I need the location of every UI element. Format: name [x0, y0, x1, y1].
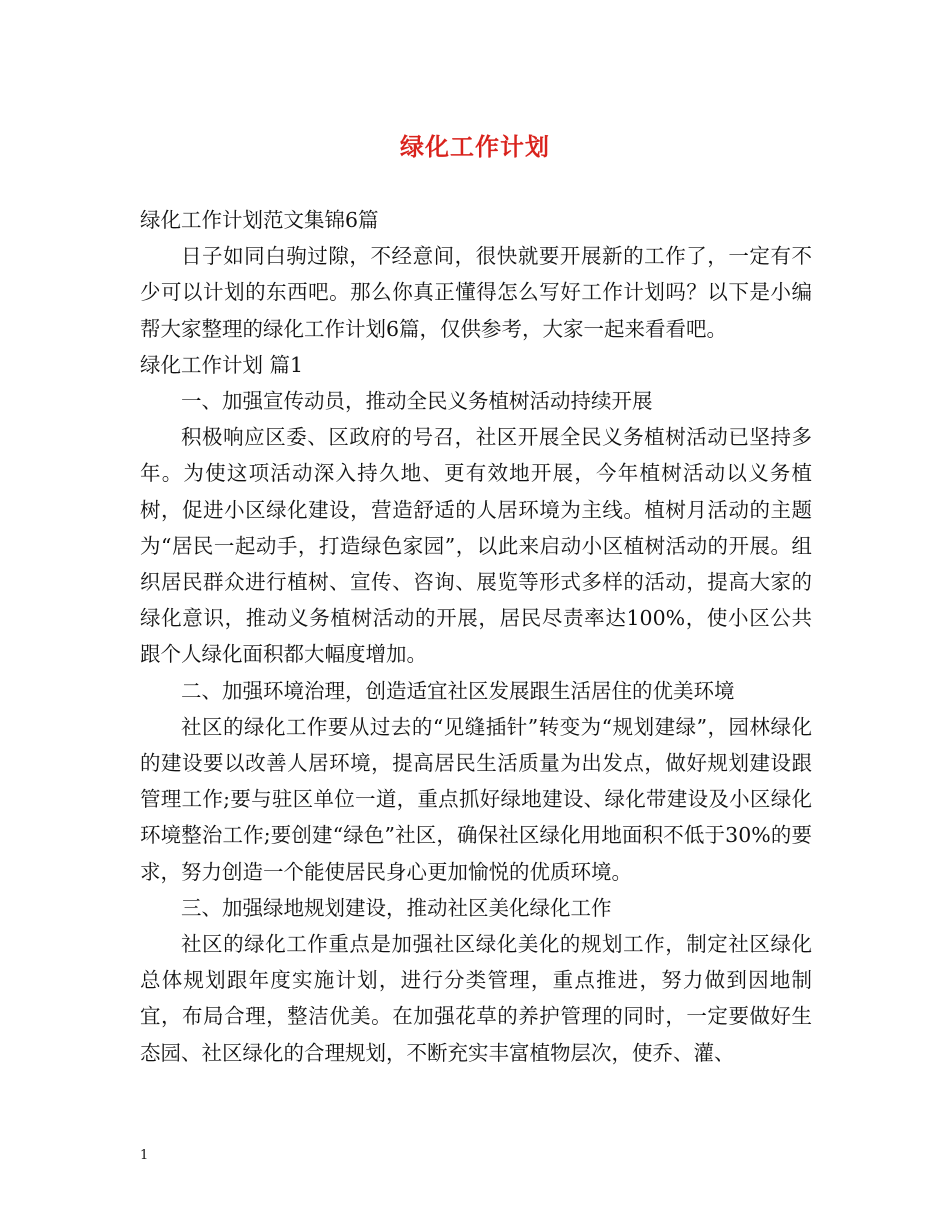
page-number: 1 [140, 1148, 149, 1163]
section-heading: 绿化工作计划 篇1 [140, 352, 304, 377]
heading-2: 二、加强环境治理，创造适宜社区发展跟生活居住的优美环境 [181, 678, 735, 703]
document-body [140, 202, 812, 1071]
intro-paragraph: 日子如同白驹过隙，不经意间，很快就要开展新的工作了，一定有不少可以计划的东西吧。那么你真正懂得怎么写好工作计划吗？以下是小编帮大家整理的绿化工作计划6篇，仅供参考，大家一起来看看吧。 [140, 244, 812, 341]
paragraph-3: 社区的绿化工作重点是加强社区绿化美化的规划工作，制定社区绿化总体规划跟年度实施计划，进行分类管理，重点推进，努力做到因地制宜，布局合理，整洁优美。在加强花草的养护管理的同时，一定要做好生态园、社区绿化的合理规划，不断充实丰富植物层次，使乔、灌、 [140, 932, 812, 1065]
paragraph-1: 积极响应区委、区政府的号召，社区开展全民义务植树活动已坚持多年。为使这项活动深入持久地、更有效地开展，今年植树活动以义务植树，促进小区绿化建设，营造舒适的人居环境为主线。植树月活动的主题为“居民一起动手，打造绿色家园”，以此来启动小区植树活动的开展。组织居民群众进行植树、宣传、咨询、展览等形式多样的活动，提高大家的绿化意识，推动义务植树活动的开展，居民尽责率达100%，使小区公共跟个人绿化面积都大幅度增加。 [140, 425, 812, 667]
document-title: 绿化工作计划 [400, 132, 550, 161]
paragraph-2: 社区的绿化工作要从过去的“见缝插针”转变为“规划建绿”，园林绿化的建设要以改善人居环境，提高居民生活质量为出发点，做好规划建设跟管理工作;要与驻区单位一道，重点抓好绿地建设、绿化带建设及小区绿化环境整治工作;要创建“绿色”社区，确保社区绿化用地面积不低于30%的要求，努力创造一个能使居民身心更加愉悦的优质环境。 [140, 714, 812, 884]
heading-3: 三、加强绿地规划建设，推动社区美化绿化工作 [181, 895, 612, 920]
subtitle: 绿化工作计划范文集锦6篇 [140, 208, 379, 232]
heading-1: 一、加强宣传动员，推动全民义务植树活动持续开展 [181, 389, 653, 414]
